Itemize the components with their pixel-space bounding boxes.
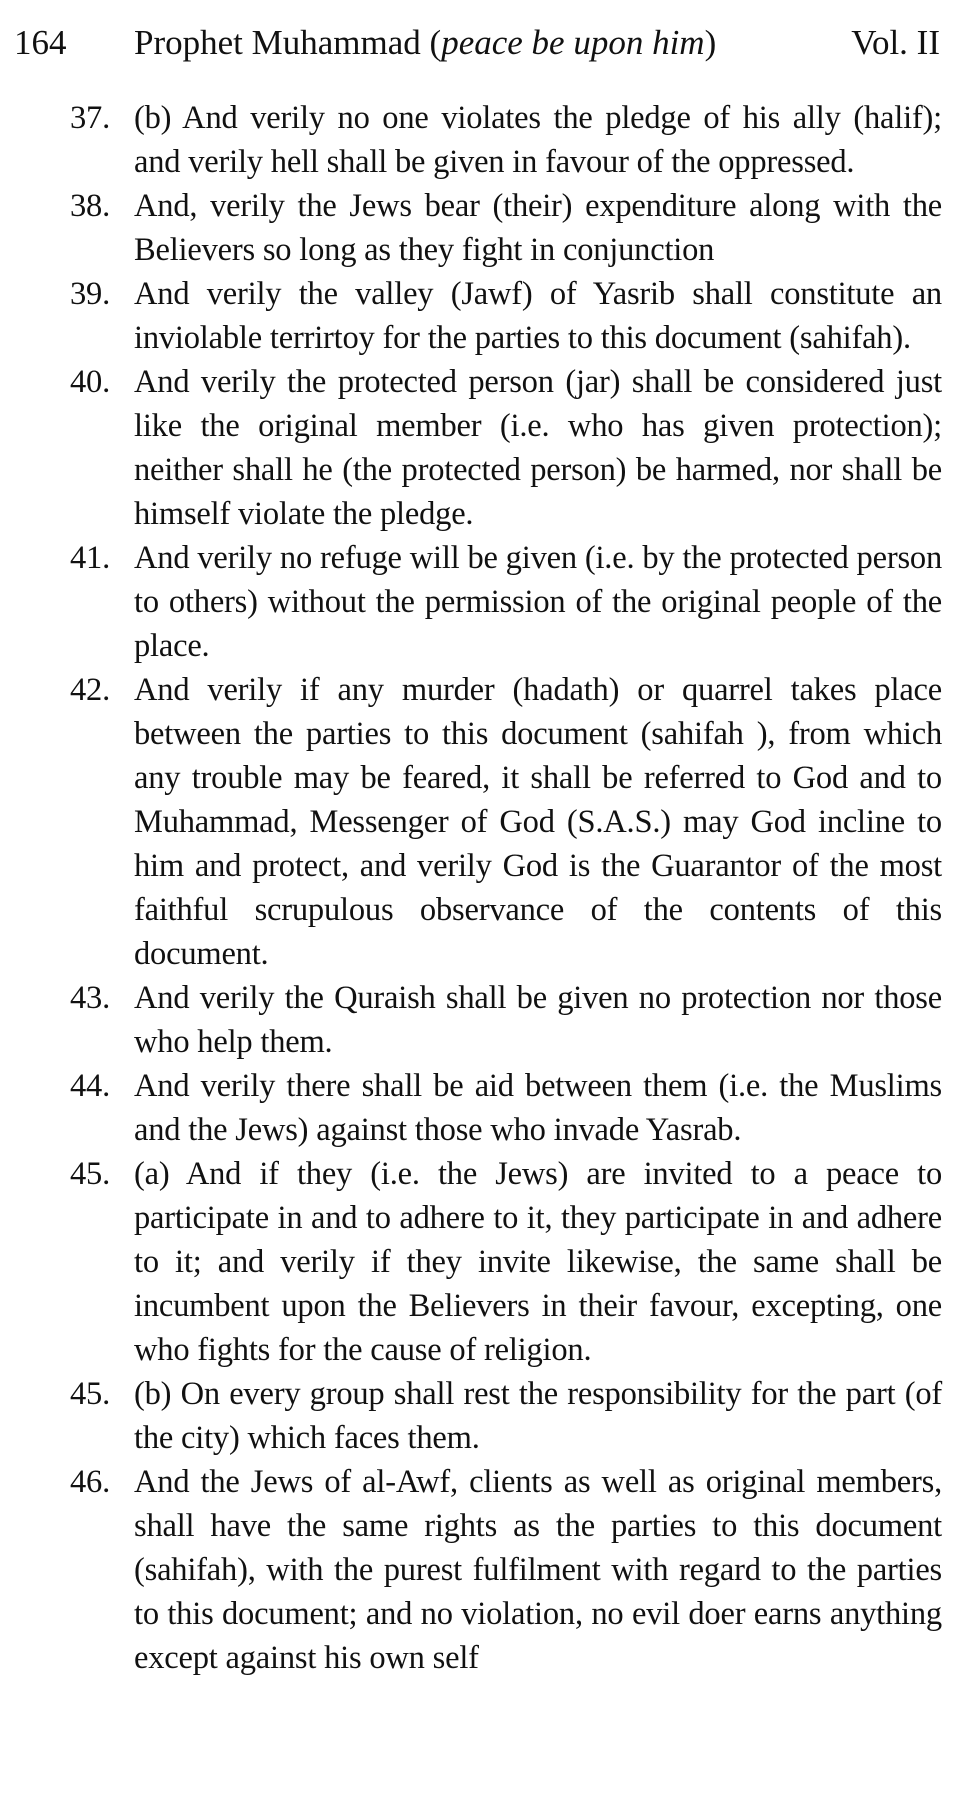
clause-number: 38. <box>70 188 111 224</box>
clause-number: 41. <box>70 540 111 576</box>
running-title-italic: peace be upon him <box>441 23 705 62</box>
list-item <box>70 96 942 184</box>
clause-text: And verily there shall be aid between them (i.e. the Muslims and the Jews) against those who invade Yasrab. <box>134 1068 942 1148</box>
clause-text: And verily the Quraish shall be given no protection nor those who help them. <box>134 980 942 1060</box>
clause-text: And, verily the Jews bear (their) expenditure along with the Believers so long as they fight in conjunction <box>134 188 942 268</box>
clause-text: (b) And verily no one violates the pledge of his ally (halif); and verily hell shall be given in favour of the oppressed. <box>134 100 942 180</box>
clause-number: 45. <box>70 1156 111 1192</box>
clause-text: And verily no refuge will be given (i.e. by the protected person to others) without the permission of the original people of the place. <box>134 540 942 664</box>
list-item <box>70 1372 942 1460</box>
clause-text: And the Jews of al-Awf, clients as well as original members, shall have the same rights as the parties to this document (sahifah), with the purest fulfilment with regard to the parties to this document; and no violation, no evil doer earns anything except against his own self <box>134 1464 942 1676</box>
clause-text: And verily if any murder (hadath) or quarrel takes place between the parties to this document (sahifah ), from which any trouble may be feared, it shall be referred to God and to Muhammad, Messenger of God (S.A.S.) may God incline to him and protect, and verily God is the Guarantor of the most faithful scrupulous observance of the contents of this document. <box>134 672 942 972</box>
list-item <box>70 184 942 272</box>
clause-number: 40. <box>70 364 111 400</box>
list-item <box>70 1460 942 1680</box>
list-item <box>70 1064 942 1152</box>
clause-number: 44. <box>70 1068 111 1104</box>
running-title <box>134 18 716 68</box>
clause-text: (b) On every group shall rest the responsibility for the part (of the city) which faces them. <box>134 1376 942 1456</box>
clause-text: And verily the protected person (jar) shall be considered just like the original member (i.e. who has given protection); neither shall he (the protected person) be harmed, nor shall be himself violate the pledge. <box>134 364 942 532</box>
clause-number: 45. <box>70 1376 111 1412</box>
running-header <box>14 18 940 68</box>
clause-number: 46. <box>70 1464 111 1500</box>
page-number: 164 <box>14 23 67 62</box>
list-item <box>70 668 942 976</box>
volume-label: Vol. II <box>851 23 940 62</box>
running-title-suffix: ) <box>704 23 717 62</box>
clause-number: 39. <box>70 276 111 312</box>
clause-number: 43. <box>70 980 111 1016</box>
clause-list <box>70 96 942 1680</box>
list-item <box>70 360 942 536</box>
clause-number: 42. <box>70 672 111 708</box>
list-item <box>70 976 942 1064</box>
list-item <box>70 536 942 668</box>
running-title-prefix: Prophet Muhammad ( <box>134 23 442 62</box>
list-item <box>70 1152 942 1372</box>
clause-text: (a) And if they (i.e. the Jews) are invited to a peace to participate in and to adhere to it, they participate in and adhere to it; and verily if they invite likewise, the same shall be incumbent upon the Believers in their favour, excepting, one who fights for the cause of religion. <box>134 1156 942 1368</box>
clause-text: And verily the valley (Jawf) of Yasrib shall constitute an inviolable terrirtoy for the parties to this document (sahifah). <box>134 276 942 356</box>
clause-number: 37. <box>70 100 111 136</box>
list-item <box>70 272 942 360</box>
